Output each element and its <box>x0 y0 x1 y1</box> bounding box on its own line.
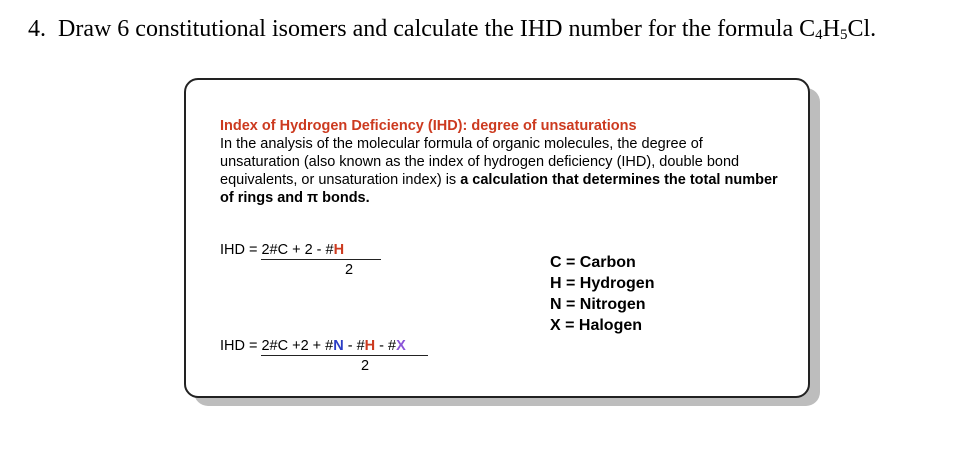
hydrogen-subscript: 5 <box>839 27 848 43</box>
formula1-hydrogen: H <box>333 242 345 258</box>
formula1-denominator: 2 <box>345 262 354 278</box>
ihd-desc-bold: a calculation that determines the total number of rings and π bonds. <box>220 172 778 206</box>
formula1-label: IHD = <box>220 242 258 258</box>
question-heading <box>28 12 968 46</box>
formula2-label: IHD = <box>220 338 258 354</box>
legend-hydrogen: H = Hydrogen <box>550 275 655 292</box>
formula1-numerator <box>261 242 381 260</box>
legend-carbon: C = Carbon <box>550 254 636 271</box>
ihd-formula-full <box>220 338 460 378</box>
question-text: Draw 6 constitutional isomers and calculate the IHD number for the formula C <box>58 16 816 42</box>
ihd-desc-normal: In the analysis of the molecular formula of organic molecules, the degree of unsaturation (also known as the index of hydrogen deficiency (IHD), double bond equivalents, or unsaturation index) is <box>220 136 740 188</box>
legend-nitrogen: N = Nitrogen <box>550 296 646 313</box>
ihd-description <box>220 135 780 207</box>
formula2-part1: 2#C +2 + # <box>261 338 334 354</box>
formula2-denominator: 2 <box>361 358 370 374</box>
chlorine-symbol: Cl. <box>847 16 877 42</box>
element-legend <box>550 252 654 336</box>
formula2-nitrogen: N <box>333 338 344 354</box>
legend-halogen: X = Halogen <box>550 317 643 334</box>
ihd-title: Index of Hydrogen Deficiency (IHD): degree of unsaturations <box>220 118 637 134</box>
formula2-halogen: X <box>396 338 406 354</box>
formula2-part2: - # <box>343 338 365 354</box>
carbon-subscript: 4 <box>815 27 823 43</box>
question-number: 4. <box>28 16 46 42</box>
formula1-part1: 2#C + 2 - # <box>261 242 334 258</box>
ihd-info-card <box>184 78 810 398</box>
formula2-part3: - # <box>375 338 397 354</box>
formula2-hydrogen: H <box>364 338 376 354</box>
hydrogen-symbol: H <box>822 16 840 42</box>
ihd-formula-basic <box>220 242 420 282</box>
formula2-numerator <box>261 338 428 356</box>
